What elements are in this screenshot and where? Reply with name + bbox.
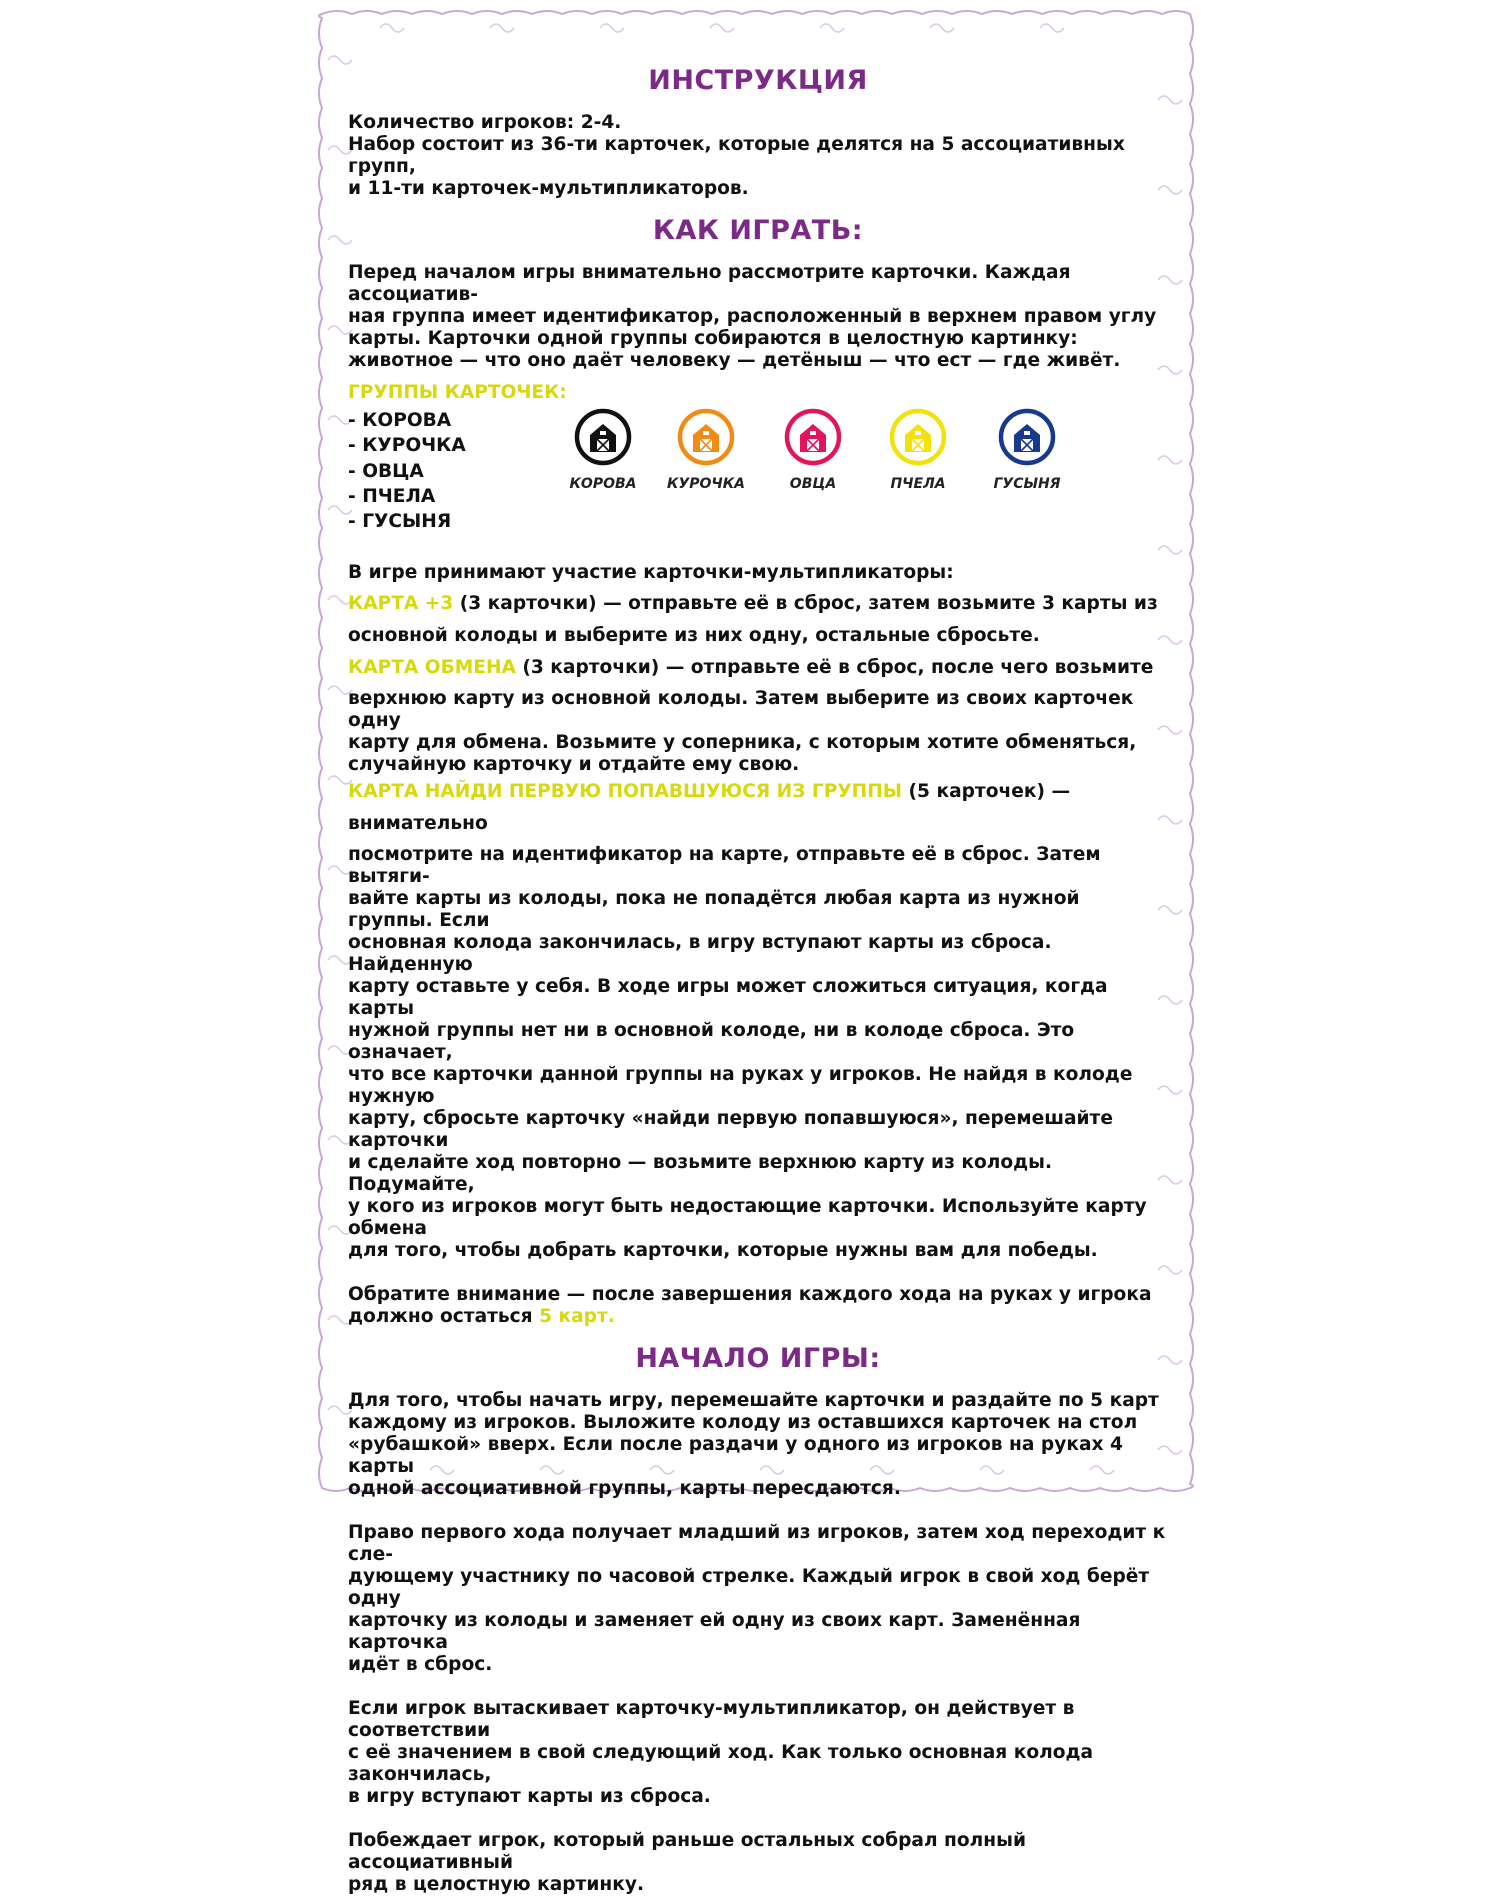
group-item: - КОРОВА [348, 410, 452, 431]
text-line: карточку из колоды и заменяет ей одну из своих карт. Заменённая карточка [348, 1610, 1081, 1653]
intro-line: Количество игроков: 2-4. [348, 112, 622, 133]
groups-section [348, 408, 1168, 558]
card-exchange-body [348, 688, 1168, 776]
border-doodle [820, 24, 844, 32]
text-line: в игру вступают карты из сброса. [348, 1786, 711, 1807]
barn-icon [784, 408, 842, 466]
group-item: - КУРОЧКА [348, 435, 466, 457]
border-doodle [1040, 24, 1064, 32]
intro-block [348, 112, 1168, 200]
text-line: идёт в сброс. [348, 1654, 493, 1675]
barn-icon [998, 408, 1056, 466]
groups-list [348, 408, 466, 534]
badge-goose [982, 408, 1072, 492]
start-p4 [348, 1830, 1168, 1896]
page-title: ИНСТРУКЦИЯ [648, 65, 868, 96]
text-line: Для того, чтобы начать игру, перемешайте карточки и раздайте по 5 карт [348, 1390, 1159, 1411]
start-p2 [348, 1522, 1168, 1676]
instruction-page [348, 64, 1168, 1896]
text-line: случайную карточку и отдайте ему свою. [348, 754, 800, 775]
text-line: каждому из игроков. Выложите колоду из оставшихся карточек на стол [348, 1412, 1138, 1433]
text-line: Перед началом игры внимательно рассмотрите карточки. Каждая ассоциатив- [348, 262, 1071, 305]
text-line: одной ассоциативной группы, карты пересдаются. [348, 1478, 901, 1499]
group-item: - ПЧЕЛА [348, 485, 436, 507]
text-line: посмотрите на идентификатор на карте, отправьте её в сброс. Затем вытяги- [348, 844, 1101, 887]
border-doodle [328, 56, 352, 64]
note-highlight: 5 карт. [539, 1306, 615, 1327]
card-plus3-line [348, 588, 1168, 620]
text-line: с её значением в свой следующий ход. Как только основная колода закончилась, [348, 1742, 1094, 1785]
badge-label: ПЧЕЛА [890, 476, 946, 492]
text-line: нужной группы нет ни в основной колоде, ни в колоде сброса. Это означает, [348, 1020, 1075, 1063]
text-line: карты. Карточки одной группы собираются в целостную картинку: [348, 328, 1078, 349]
barn-icon [574, 408, 632, 466]
group-item: - ГУСЫНЯ [348, 511, 452, 533]
card-plus3-line2: основной колоды и выберите из них одну, остальные сбросьте. [348, 625, 1040, 646]
card-find-line [348, 776, 1168, 840]
barn-icon [677, 408, 735, 466]
text-line: дующему участнику по часовой стрелке. Каждый игрок в свой ход берёт одну [348, 1566, 1150, 1609]
how-to-play-paragraph [348, 262, 1168, 372]
text-line: Если игрок вытаскивает карточку-мультипликатор, он действует в соответствии [348, 1698, 1075, 1741]
card-exchange-line [348, 652, 1168, 684]
border-doodle [600, 24, 624, 32]
text-line: Побеждает игрок, который раньше остальных собрал полный ассоциативный [348, 1830, 1026, 1873]
intro-line: и 11-ти карточек-мультипликаторов. [348, 178, 749, 199]
text-line: ная группа имеет идентификатор, расположенный в верхнем правом углу [348, 306, 1157, 327]
note-block [348, 1284, 1168, 1328]
border-doodle [710, 24, 734, 32]
multipliers-intro: В игре принимают участие карточки-мультипликаторы: [348, 562, 954, 583]
intro-line: Набор состоит из 36-ти карточек, которые делятся на 5 ассоциативных групп, [348, 134, 1125, 177]
text-line: карту, сбросьте карточку «найди первую попавшуюся», перемешайте карточки [348, 1108, 1113, 1151]
text-line: Право первого хода получает младший из игроков, затем ход переходит к сле- [348, 1522, 1166, 1565]
text-line: основная колода закончилась, в игру вступают карты из сброса. Найденную [348, 932, 1052, 975]
text-line: животное — что оно даёт человеку — детёныш — что ест — где живёт. [348, 350, 1121, 371]
text-line: карту оставьте у себя. В ходе игры может сложиться ситуация, когда карты [348, 976, 1108, 1019]
start-p3 [348, 1698, 1168, 1808]
badge-label: КУРОЧКА [667, 476, 745, 492]
badge-label: ОВЦА [789, 476, 837, 492]
badge-label: КОРОВА [569, 476, 637, 492]
text-line: Обратите внимание — после завершения каждого хода на руках у игрока [348, 1284, 1152, 1305]
text-line: что все карточки данной группы на руках у игроков. Не найдя в колоде нужную [348, 1064, 1133, 1107]
note-line2 [348, 1306, 1168, 1328]
text-line: и сделайте ход повторно — возьмите верхнюю карту из колоды. Подумайте, [348, 1152, 1053, 1195]
text-line: у кого из игроков могут быть недостающие карточки. Используйте карту обмена [348, 1196, 1147, 1239]
group-item: - ОВЦА [348, 460, 424, 482]
text-line: ряд в целостную картинку. [348, 1874, 645, 1895]
border-doodle [930, 24, 954, 32]
note-text: должно остаться [348, 1306, 540, 1327]
how-to-play-heading: КАК ИГРАТЬ: [652, 215, 864, 246]
card-plus3-text: (3 карточки) — отправьте её в сброс, затем возьмите 3 карты из [453, 593, 1158, 614]
card-exchange-name: КАРТА ОБМЕНА [348, 657, 516, 678]
barn-icon [889, 408, 947, 466]
border-doodle [490, 24, 514, 32]
text-line: карту для обмена. Возьмите у соперника, с которым хотите обменяться, [348, 732, 1137, 753]
border-doodle [380, 24, 404, 32]
badge-chicken [661, 408, 751, 492]
start-p1 [348, 1390, 1168, 1500]
text-line: «рубашкой» вверх. Если после раздачи у одного из игроков на руках 4 карты [348, 1434, 1123, 1477]
card-find-name: КАРТА НАЙДИ ПЕРВУЮ ПОПАВШУЮСЯ ИЗ ГРУППЫ [348, 781, 903, 802]
text-line: верхнюю карту из основной колоды. Затем выберите из своих карточек одну [348, 688, 1134, 731]
card-find-text: (5 карточек) — внимательно [348, 781, 1071, 834]
groups-heading: ГРУППЫ КАРТОЧЕК: [348, 382, 567, 403]
badge-label: ГУСЫНЯ [993, 476, 1061, 492]
card-find-body [348, 844, 1168, 1262]
badge-bee [873, 408, 963, 492]
text-line: для того, чтобы добрать карточки, которые нужны вам для победы. [348, 1240, 1098, 1261]
card-plus3-name: КАРТА +3 [348, 593, 454, 614]
badge-sheep [768, 408, 858, 492]
text-line: вайте карты из колоды, пока не попадётся любая карта из нужной группы. Если [348, 888, 1080, 931]
start-heading: НАЧАЛО ИГРЫ: [635, 1343, 881, 1374]
card-exchange-text: (3 карточки) — отправьте её в сброс, после чего возьмите [515, 657, 1154, 678]
badge-cow [558, 408, 648, 492]
